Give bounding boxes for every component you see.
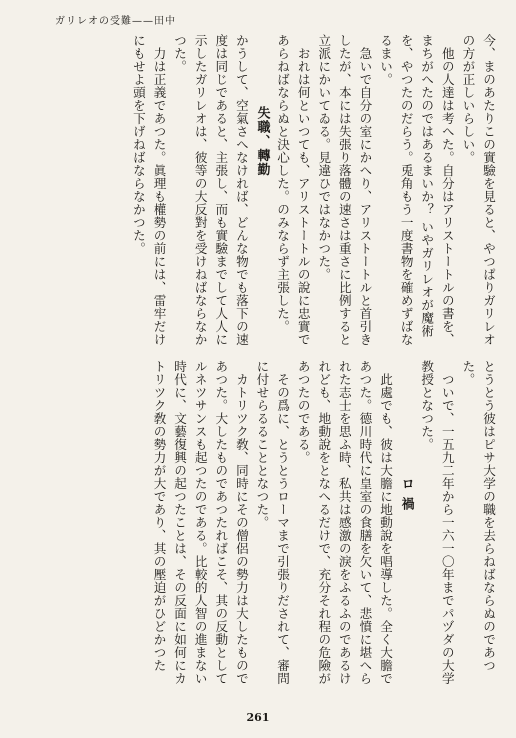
paragraph: とうとう彼はピサ大学の職を去らねばならぬのであつた。	[460, 360, 496, 672]
paragraph: 今、まのあたりこの實驗を見ると、やつぱりガリレオの方が正しいらしい。	[460, 34, 496, 346]
paragraph: カトリツク敎、同時にその僧侶の勢力は大したものであつた。大したものであつたればこそ、其の反動としてルネツサンスも起つたのである。比較的人智の進まない時代に、文藝復興の起つたことは、その反面に如何にカトリツク敎の勢力が大であり、其の壓迫がひどかつた	[151, 360, 249, 685]
paragraph: その爲に、とうとうローマまで引張りだされて、審問に付せらるることとなつた。	[254, 360, 291, 685]
paragraph: おれは何といつても、アリストートルの說に忠實であらねばならぬと決心した。のみならず主張した。	[275, 34, 311, 346]
page-number: 261	[246, 711, 270, 724]
paragraph: 力は正義であつた。眞理も權勢の前には、雷牢だけにもせよ頭を下げねばならなかつた。	[130, 34, 167, 346]
paragraph: 他の人達は考へた。自分はアリストートルの書を、まちがへたのではあるまいか？ いやガリレオが魔術を、やつたのだらう。兎角もう一度書物を確めずばなるまい。	[378, 34, 455, 346]
lower-text-block	[28, 360, 498, 696]
upper-text-block	[28, 34, 498, 354]
paragraph: ついで、一五九二年から一六一〇年までパヅダの大学教授となつた。	[419, 360, 455, 685]
paragraph: かうして、空氣さへなければ、どんな物でも落下の速度は同じであると、主張し、而も實驗までして人人に示したガリレオは、彼等の大反對を受けねばならなかつた。	[172, 34, 249, 346]
section-heading: ロ 禍	[398, 477, 414, 512]
running-head: ガリレオの受難——田中	[55, 16, 176, 27]
section-heading: 失職、轉勤	[254, 105, 270, 177]
paragraph: 此處でも、彼は大膽に地動說を唱導した。全く大膽であつた。德川時代に皇室の食膳を欠いて、悲憤に堪へられた志士を思ふ時、私共は感激の淚をふるふのであるけれども、地動說をとなへるだけで、充分それ程の危險があつたのである。	[295, 360, 394, 685]
paragraph: 急いで自分の室にかへり、アリストートルと首引きしたが、本には失張り落體の速さは重さに比例すると立派にかいてゐる。見違ひではなかつた。	[316, 34, 373, 346]
